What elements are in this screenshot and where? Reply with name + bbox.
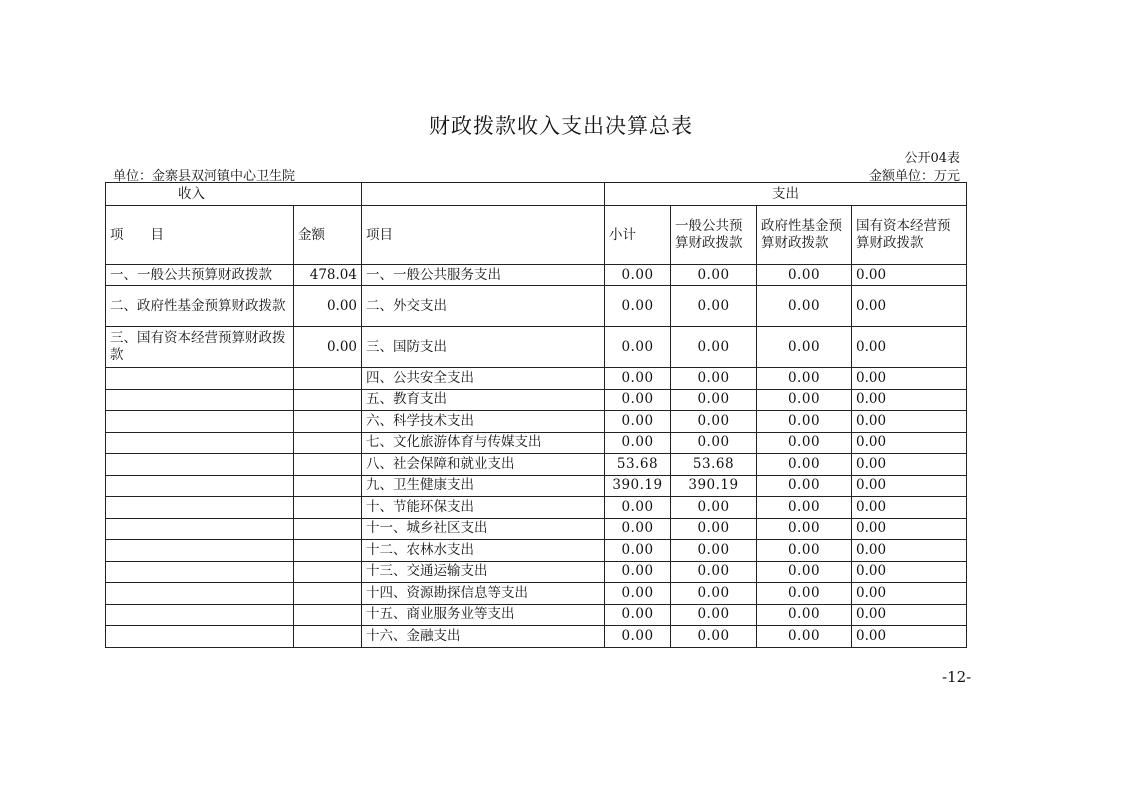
col-item-header: 项 目	[106, 206, 294, 265]
state-capital-cell: 0.00	[852, 327, 967, 368]
subtotal-cell: 0.00	[605, 540, 671, 562]
table-row	[106, 286, 967, 327]
expense-item-cell: 五、教育支出	[362, 389, 605, 411]
table-row	[106, 561, 967, 583]
col-state-header: 国有资本经营预算财政拨款	[852, 206, 967, 265]
general-budget-cell: 0.00	[671, 604, 757, 626]
general-budget-cell: 0.00	[671, 265, 757, 286]
table-row	[106, 265, 967, 286]
expense-item-cell: 十三、交通运输支出	[362, 561, 605, 583]
income-item-cell	[106, 561, 294, 583]
income-amount-cell: 0.00	[294, 286, 362, 327]
expense-header: 支出	[605, 183, 967, 206]
subtotal-cell: 0.00	[605, 265, 671, 286]
subtotal-cell: 0.00	[605, 497, 671, 519]
general-budget-cell: 0.00	[671, 389, 757, 411]
state-capital-cell: 0.00	[852, 497, 967, 519]
state-capital-cell: 0.00	[852, 368, 967, 390]
table-row	[106, 497, 967, 519]
expense-item-cell: 六、科学技术支出	[362, 411, 605, 433]
subtotal-cell: 0.00	[605, 286, 671, 327]
state-capital-cell: 0.00	[852, 583, 967, 605]
fund-budget-cell: 0.00	[757, 368, 852, 390]
expense-item-cell: 十二、农林水支出	[362, 540, 605, 562]
subtotal-cell: 0.00	[605, 432, 671, 454]
fund-budget-cell: 0.00	[757, 432, 852, 454]
general-budget-cell: 0.00	[671, 411, 757, 433]
income-item-cell	[106, 497, 294, 519]
state-capital-cell: 0.00	[852, 540, 967, 562]
expense-item-cell: 九、卫生健康支出	[362, 475, 605, 497]
income-item-cell	[106, 475, 294, 497]
fund-budget-cell: 0.00	[757, 540, 852, 562]
fund-budget-cell: 0.00	[757, 518, 852, 540]
table-row	[106, 583, 967, 605]
income-item-cell: 二、政府性基金预算财政拨款	[106, 286, 294, 327]
fund-budget-cell: 0.00	[757, 583, 852, 605]
expense-item-cell: 十、节能环保支出	[362, 497, 605, 519]
general-budget-cell: 0.00	[671, 368, 757, 390]
general-budget-cell: 0.00	[671, 497, 757, 519]
fund-budget-cell: 0.00	[757, 454, 852, 476]
income-item-cell	[106, 432, 294, 454]
fund-budget-cell: 0.00	[757, 411, 852, 433]
income-item-cell	[106, 518, 294, 540]
subtotal-cell: 0.00	[605, 518, 671, 540]
expense-item-cell: 十五、商业服务业等支出	[362, 604, 605, 626]
subtotal-cell: 0.00	[605, 411, 671, 433]
header-row-1	[106, 183, 967, 206]
table-row	[106, 389, 967, 411]
fund-budget-cell: 0.00	[757, 604, 852, 626]
subtotal-cell: 0.00	[605, 583, 671, 605]
amount-unit: 金额单位：万元	[868, 169, 960, 184]
form-number: 公开04表	[904, 151, 960, 166]
fund-budget-cell: 0.00	[757, 389, 852, 411]
income-item-cell	[106, 368, 294, 390]
table-row	[106, 475, 967, 497]
income-amount-cell	[294, 561, 362, 583]
expense-item-cell: 三、国防支出	[362, 327, 605, 368]
income-amount-cell	[294, 411, 362, 433]
income-amount-cell	[294, 432, 362, 454]
state-capital-cell: 0.00	[852, 561, 967, 583]
col-general-header: 一般公共预算财政拨款	[671, 206, 757, 265]
state-capital-cell: 0.00	[852, 604, 967, 626]
col-exp-item-header: 项目	[362, 206, 605, 265]
state-capital-cell: 0.00	[852, 626, 967, 648]
table-row	[106, 368, 967, 390]
general-budget-cell: 0.00	[671, 561, 757, 583]
table-row	[106, 518, 967, 540]
general-budget-cell: 0.00	[671, 626, 757, 648]
income-amount-cell: 478.04	[294, 265, 362, 286]
page-number: -12-	[942, 668, 972, 686]
fund-budget-cell: 0.00	[757, 475, 852, 497]
general-budget-cell: 390.19	[671, 475, 757, 497]
general-budget-cell: 0.00	[671, 540, 757, 562]
table-row	[106, 626, 967, 648]
subtotal-cell: 53.68	[605, 454, 671, 476]
table-row	[106, 454, 967, 476]
subtotal-cell: 0.00	[605, 604, 671, 626]
subtotal-cell: 390.19	[605, 475, 671, 497]
income-amount-cell	[294, 389, 362, 411]
table-row	[106, 604, 967, 626]
general-budget-cell: 0.00	[671, 432, 757, 454]
income-item-cell	[106, 604, 294, 626]
general-budget-cell: 0.00	[671, 583, 757, 605]
col-subtotal-header: 小计	[605, 206, 671, 265]
subtotal-cell: 0.00	[605, 561, 671, 583]
general-budget-cell: 0.00	[671, 286, 757, 327]
col-fund-header: 政府性基金预算财政拨款	[757, 206, 852, 265]
income-item-cell	[106, 411, 294, 433]
header-row-2	[106, 206, 967, 265]
income-item-cell	[106, 583, 294, 605]
income-amount-cell	[294, 518, 362, 540]
income-amount-cell	[294, 626, 362, 648]
col-amount-header: 金额	[294, 206, 362, 265]
expense-item-cell: 十四、资源勘探信息等支出	[362, 583, 605, 605]
income-amount-cell	[294, 454, 362, 476]
general-budget-cell: 0.00	[671, 327, 757, 368]
state-capital-cell: 0.00	[852, 389, 967, 411]
general-budget-cell: 53.68	[671, 454, 757, 476]
state-capital-cell: 0.00	[852, 432, 967, 454]
table-row	[106, 411, 967, 433]
state-capital-cell: 0.00	[852, 475, 967, 497]
expense-item-cell: 十一、城乡社区支出	[362, 518, 605, 540]
general-budget-cell: 0.00	[671, 518, 757, 540]
state-capital-cell: 0.00	[852, 411, 967, 433]
income-item-cell: 三、国有资本经营预算财政拨款	[106, 327, 294, 368]
budget-table	[105, 182, 967, 648]
fund-budget-cell: 0.00	[757, 286, 852, 327]
page-title: 财政拨款收入支出决算总表	[429, 114, 693, 138]
table-row	[106, 327, 967, 368]
fund-budget-cell: 0.00	[757, 497, 852, 519]
income-amount-cell	[294, 368, 362, 390]
subtotal-cell: 0.00	[605, 368, 671, 390]
income-amount-cell	[294, 540, 362, 562]
table-row	[106, 432, 967, 454]
income-item-cell	[106, 540, 294, 562]
income-amount-cell	[294, 583, 362, 605]
income-item-cell	[106, 389, 294, 411]
state-capital-cell: 0.00	[852, 454, 967, 476]
fund-budget-cell: 0.00	[757, 327, 852, 368]
subtotal-cell: 0.00	[605, 389, 671, 411]
subtotal-cell: 0.00	[605, 327, 671, 368]
income-header: 收入	[106, 183, 362, 206]
fund-budget-cell: 0.00	[757, 265, 852, 286]
expense-item-cell: 一、一般公共服务支出	[362, 265, 605, 286]
expense-item-cell: 四、公共安全支出	[362, 368, 605, 390]
unit-name: 单位：金寨县双河镇中心卫生院	[113, 169, 296, 184]
income-item-cell	[106, 626, 294, 648]
expense-item-cell: 二、外交支出	[362, 286, 605, 327]
income-amount-cell	[294, 497, 362, 519]
table-row	[106, 540, 967, 562]
expense-item-cell: 十六、金融支出	[362, 626, 605, 648]
income-amount-cell	[294, 475, 362, 497]
income-item-cell	[106, 454, 294, 476]
expense-item-cell: 七、文化旅游体育与传媒支出	[362, 432, 605, 454]
state-capital-cell: 0.00	[852, 265, 967, 286]
state-capital-cell: 0.00	[852, 518, 967, 540]
subtotal-cell: 0.00	[605, 626, 671, 648]
header-blank	[362, 183, 605, 206]
fund-budget-cell: 0.00	[757, 561, 852, 583]
income-amount-cell: 0.00	[294, 327, 362, 368]
income-item-cell: 一、一般公共预算财政拨款	[106, 265, 294, 286]
state-capital-cell: 0.00	[852, 286, 967, 327]
expense-item-cell: 八、社会保障和就业支出	[362, 454, 605, 476]
fund-budget-cell: 0.00	[757, 626, 852, 648]
income-amount-cell	[294, 604, 362, 626]
